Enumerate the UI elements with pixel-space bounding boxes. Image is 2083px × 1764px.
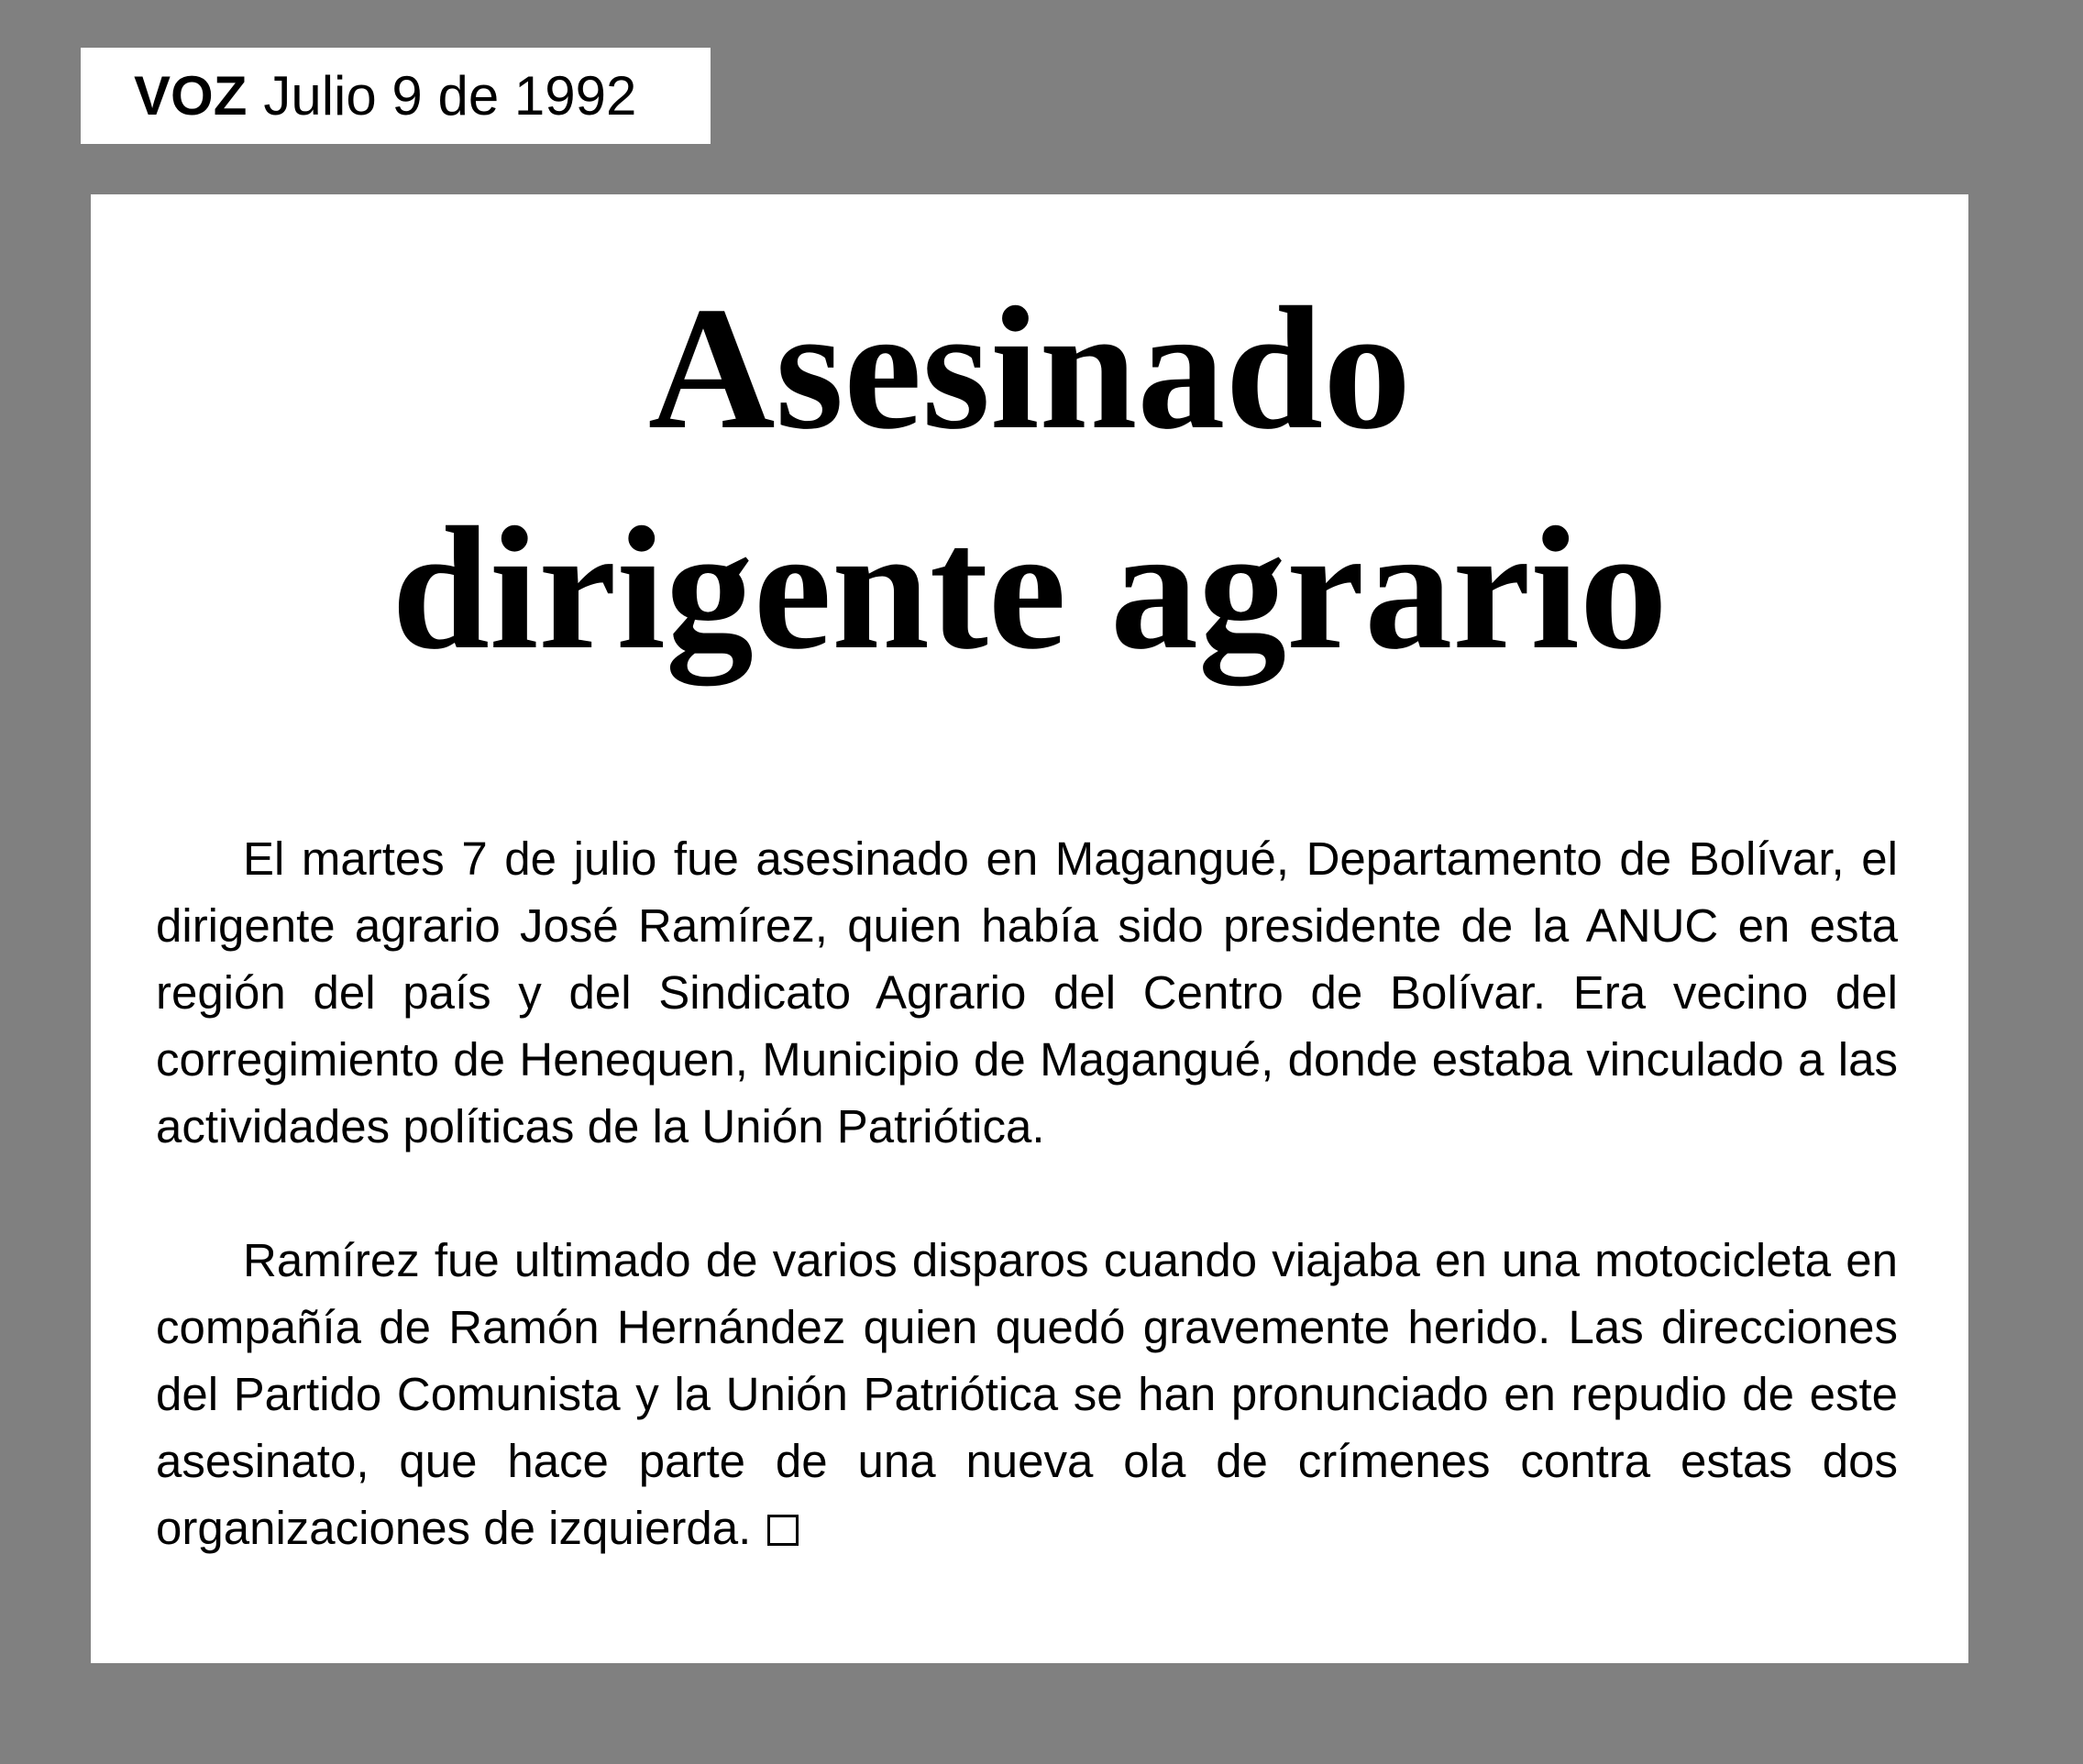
end-of-article-box-icon — [767, 1515, 799, 1546]
publication-date: Julio 9 de 1992 — [263, 65, 637, 127]
article-paragraph-1 — [156, 825, 1898, 1160]
article-paragraph-2 — [156, 1227, 1898, 1561]
publication-name: VOZ — [134, 65, 248, 127]
newspaper-clipping — [91, 194, 1968, 1663]
article-body — [156, 825, 1898, 1561]
source-label — [81, 48, 711, 144]
paragraph-text: El martes 7 de julio fue asesinado en Magangué, Departamento de Bolívar, el dirigente agrario José Ramírez, quien había sido presidente de la ANUC en esta región del país y del Sindicato Agrario del Centro de Bolívar. Era vecino del corregimiento de Henequen, Municipio de Magangué, donde estaba vinculado a las actividades políticas de la Unión Patriótica. — [156, 832, 1898, 1152]
headline-line-1: Asesinado — [647, 270, 1412, 466]
paragraph-text: Ramírez fue ultimado de varios disparos cuando viajaba en una motocicleta en compañía de Ramón Hernández quien quedó gravemente herido. Las direcciones del Partido Comunista y la Unión Patriótica se han pronunciado en repudio de este asesinato, que hace parte de una nueva ola de crímenes contra estas dos organizaciones de izquierda. — [156, 1234, 1898, 1554]
headline — [91, 259, 1968, 699]
headline-line-2: dirigente agrario — [391, 491, 1668, 686]
